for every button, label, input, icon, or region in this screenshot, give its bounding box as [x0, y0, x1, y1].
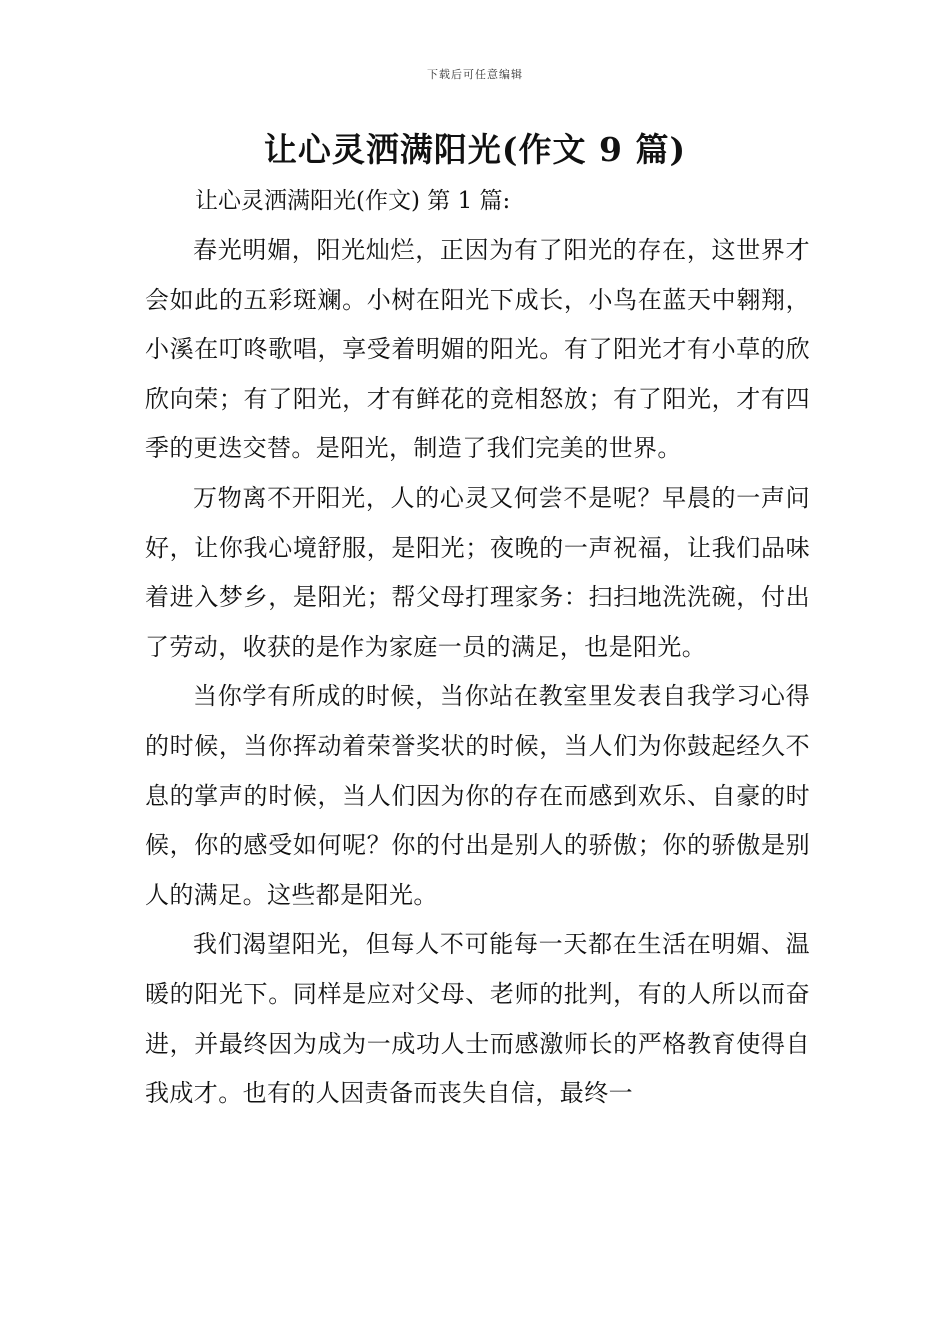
paragraph-3: 当你学有所成的时候，当你站在教室里发表自我学习心得的时候，当你挥动着荣誉奖状的时候，当人们为你鼓起经久不息的掌声的时候，当人们因为你的存在而感到欢乐、自豪的时候，你的感受如何呢？你的付出是别人的骄傲；你的骄傲是别人的满足。这些都是阳光。	[145, 682, 810, 909]
section-subtitle: 让心灵洒满阳光(作文) 第 1 篇:	[195, 188, 511, 214]
header-note: 下载后可任意编辑	[427, 68, 523, 81]
body-text	[145, 226, 810, 1119]
paragraph-4: 我们渴望阳光，但每人不可能每一天都在生活在明媚、温暖的阳光下。同样是应对父母、老师的批判，有的人所以而奋进，并最终因为成为一成功人士而感激师长的严格教育使得自我成才。也有的人因责备而丧失自信，最终一	[145, 930, 810, 1108]
document-title: 让心灵洒满阳光(作文 9 篇)	[263, 130, 687, 169]
paragraph-1: 春光明媚，阳光灿烂，正因为有了阳光的存在，这世界才会如此的五彩斑斓。小树在阳光下成长，小鸟在蓝天中翱翔，小溪在叮咚歌唱，享受着明媚的阳光。有了阳光才有小草的欣欣向荣；有了阳光，才有鲜花的竞相怒放；有了阳光，才有四季的更迭交替。是阳光，制造了我们完美的世界。	[145, 236, 810, 463]
paragraph-2: 万物离不开阳光，人的心灵又何尝不是呢？早晨的一声问好，让你我心境舒服，是阳光；夜晚的一声祝福，让我们品味着进入梦乡，是阳光；帮父母打理家务：扫扫地洗洗碗，付出了劳动，收获的是作为家庭一员的满足，也是阳光。	[145, 483, 810, 661]
